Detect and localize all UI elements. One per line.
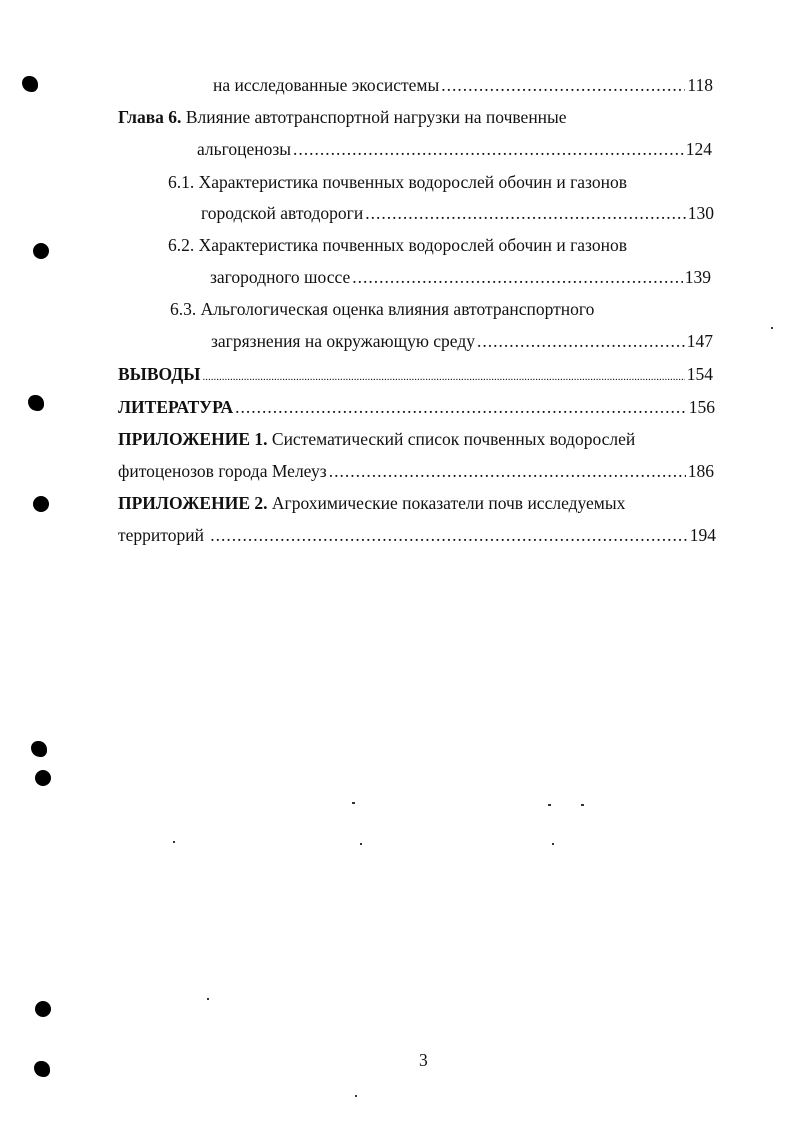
toc-entry-text: исследованные экосистемы — [234, 75, 440, 95]
scan-speck — [173, 841, 175, 843]
toc-entry-appendix-1 — [118, 460, 714, 482]
toc-entry-chapter-6 — [197, 138, 712, 160]
binding-hole-mark — [35, 770, 51, 786]
scan-speck — [207, 998, 209, 1000]
toc-entry-section-6-3 — [211, 330, 713, 352]
toc-page-number: 124 — [685, 139, 712, 159]
scan-speck — [355, 1095, 357, 1097]
toc-appendix-label: ПРИЛОЖЕНИЕ 1. — [118, 429, 268, 449]
scan-speck — [548, 804, 551, 806]
toc-entry-section-6-2 — [210, 266, 711, 288]
toc-appendix-1-title — [118, 428, 635, 450]
toc-page-number: 194 — [689, 525, 716, 545]
dot-leader — [235, 396, 687, 418]
toc-page-number: 130 — [687, 203, 714, 223]
toc-section-title-line2: загородного шоссе — [210, 267, 351, 287]
binding-hole-mark — [31, 741, 47, 757]
toc-appendix-title-line1: Агрохимические показатели почв исследуемых — [271, 493, 626, 513]
toc-page-number: 118 — [687, 75, 713, 95]
toc-appendix-label: ПРИЛОЖЕНИЕ 2. — [118, 493, 268, 513]
binding-hole-mark — [33, 243, 49, 259]
dot-leader — [210, 524, 688, 546]
toc-appendix-title-line2: территорий — [118, 525, 204, 545]
toc-chapter-6-title — [118, 106, 567, 128]
dot-leader — [441, 74, 685, 96]
toc-chapter-title-line2: альгоценозы — [197, 139, 292, 159]
toc-section-title-line2: загрязнения на окружающую среду — [211, 331, 475, 351]
scan-speck — [552, 843, 554, 845]
toc-section-6-2-title: 6.2. Характеристика почвенных водорослей обочин и газонов — [168, 235, 627, 255]
toc-page-number: 154 — [686, 364, 713, 384]
toc-entry-conclusions — [118, 363, 713, 388]
dot-leader — [293, 138, 684, 160]
toc-section-6-3-title: 6.3. Альгологическая оценка влияния автотранспортного — [170, 299, 595, 319]
toc-appendix-2-title — [118, 492, 625, 514]
toc-page-number: 186 — [687, 461, 714, 481]
toc-heading: ВЫВОДЫ — [118, 364, 201, 384]
toc-entry-section-6-1 — [201, 202, 714, 224]
scan-speck — [352, 802, 355, 804]
toc-entry-continuation — [213, 74, 713, 96]
toc-page-number: 139 — [684, 267, 711, 287]
dot-leader — [477, 330, 685, 352]
toc-page-number: 147 — [686, 331, 713, 351]
toc-entry-prefix: на — [213, 75, 231, 95]
toc-appendix-title-line1: Систематический список почвенных водорослей — [271, 429, 636, 449]
toc-entry-appendix-2 — [118, 524, 716, 546]
toc-appendix-title-line2: фитоценозов города Мелеуз — [118, 461, 327, 481]
dot-leader — [365, 202, 686, 224]
scan-speck — [360, 843, 362, 845]
toc-section-title-line2: городской автодороги — [201, 203, 364, 223]
dot-leader — [352, 266, 683, 288]
toc-heading: ЛИТЕРАТУРА — [118, 397, 234, 417]
toc-page-number: 156 — [688, 397, 715, 417]
binding-hole-mark — [28, 395, 44, 411]
binding-hole-mark — [34, 1061, 50, 1077]
toc-chapter-label: Глава 6. — [118, 107, 182, 127]
scan-speck — [581, 804, 584, 806]
toc-chapter-title-line1: Влияние автотранспортной нагрузки на почвенные — [185, 107, 567, 127]
dot-leader — [203, 366, 685, 388]
binding-hole-mark — [33, 496, 49, 512]
scan-speck — [771, 327, 773, 329]
binding-hole-mark — [35, 1001, 51, 1017]
toc-section-6-1-title: 6.1. Характеристика почвенных водорослей обочин и газонов — [168, 172, 627, 192]
page-number: 3 — [419, 1050, 428, 1070]
dot-leader — [329, 460, 686, 482]
binding-hole-mark — [22, 76, 38, 92]
toc-entry-literature — [118, 396, 715, 418]
